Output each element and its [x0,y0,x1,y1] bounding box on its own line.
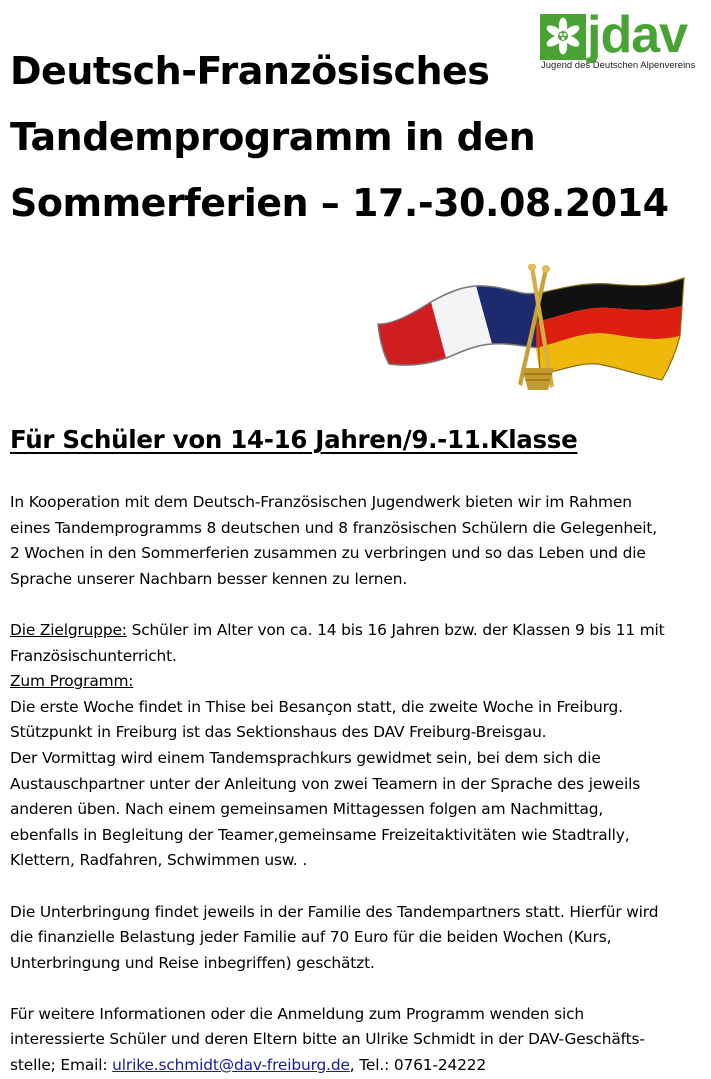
logo-subtitle: Jugend des Deutschen Alpenvereins [541,60,696,71]
programm-line: Der Vormittag wird einem Tandemsprachkurs gewidmet sein, bei dem sich die [10,748,601,767]
germany-flag [536,278,684,380]
unterbringung-line: Die Unterbringung findet jeweils in der Familie des Tandempartners statt. Hierfür wird [10,902,659,921]
logo-brand: jdav [587,6,688,64]
crossed-flags-france-germany-icon [372,264,700,406]
zielgruppe-label: Die Zielgruppe: [10,620,127,639]
page-title [10,38,690,236]
title-line: Tandemprogramm in den [10,115,536,159]
intro-line: 2 Wochen in den Sommerferien zusammen zu verbringen und so das Leben und die [10,544,646,563]
paragraph-gap [10,592,710,618]
phone-text: , Tel.: 0761-24222 [349,1056,487,1075]
programm-line: Stützpunkt in Freiburg ist das Sektionshaus des DAV Freiburg-Breisgau. [10,723,547,742]
zielgruppe-line-2: Französischunterricht. [10,646,177,665]
title-line: Sommerferien – 17.-30.08.2014 [10,181,669,225]
programm-line: Die erste Woche findet in Thise bei Besançon statt, die zweite Woche in Freiburg. [10,697,623,716]
email-prefix: stelle; Email: [10,1056,113,1075]
target-group-heading: Für Schüler von 14-16 Jahren/9.-11.Klasse [10,425,578,454]
intro-line: Sprache unserer Nachbarn besser kennen zu lernen. [10,569,408,588]
contact-line: Für weitere Informationen oder die Anmeldung zum Programm wenden sich [10,1004,585,1023]
email-link[interactable]: ulrike.schmidt@dav-freiburg.de [112,1056,350,1075]
france-flag [378,286,542,365]
paragraph-gap [10,874,710,900]
programm-line: Austauschpartner unter der Anleitung von zwei Teamern in der Sprache des jeweils [10,774,641,793]
programm-label: Zum Programm: [10,672,134,691]
intro-line: eines Tandemprogramms 8 deutschen und 8 französischen Schülern die Gelegenheit, [10,518,658,537]
programm-line: anderen üben. Nach einem gemeinsamen Mittagessen folgen am Nachmittag, [10,800,604,819]
programm-line: ebenfalls in Begleitung der Teamer,gemeinsame Freizeitaktivitäten wie Stadtrally, [10,825,630,844]
programm-line: Klettern, Radfahren, Schwimmen usw. . [10,851,308,870]
zielgruppe-text: Schüler im Alter von ca. 14 bis 16 Jahren bzw. der Klassen 9 bis 11 mit [126,620,665,639]
intro-line: In Kooperation mit dem Deutsch-Französischen Jugendwerk bieten wir im Rahmen [10,493,632,511]
contact-line: interessierte Schüler und deren Eltern bitte an Ulrike Schmidt in der DAV-Geschäfts- [10,1030,645,1049]
body-text [10,490,710,1079]
paragraph-gap [10,976,710,1002]
zielgruppe-line [10,618,710,644]
unterbringung-line: die finanzielle Belastung jeder Familie auf 70 Euro für die beiden Wochen (Kurs, [10,928,612,947]
unterbringung-line: Unterbringung und Reise inbegriffen) geschätzt. [10,953,375,972]
contact-line [10,1053,710,1079]
title-line: Deutsch-Französisches [10,49,490,93]
